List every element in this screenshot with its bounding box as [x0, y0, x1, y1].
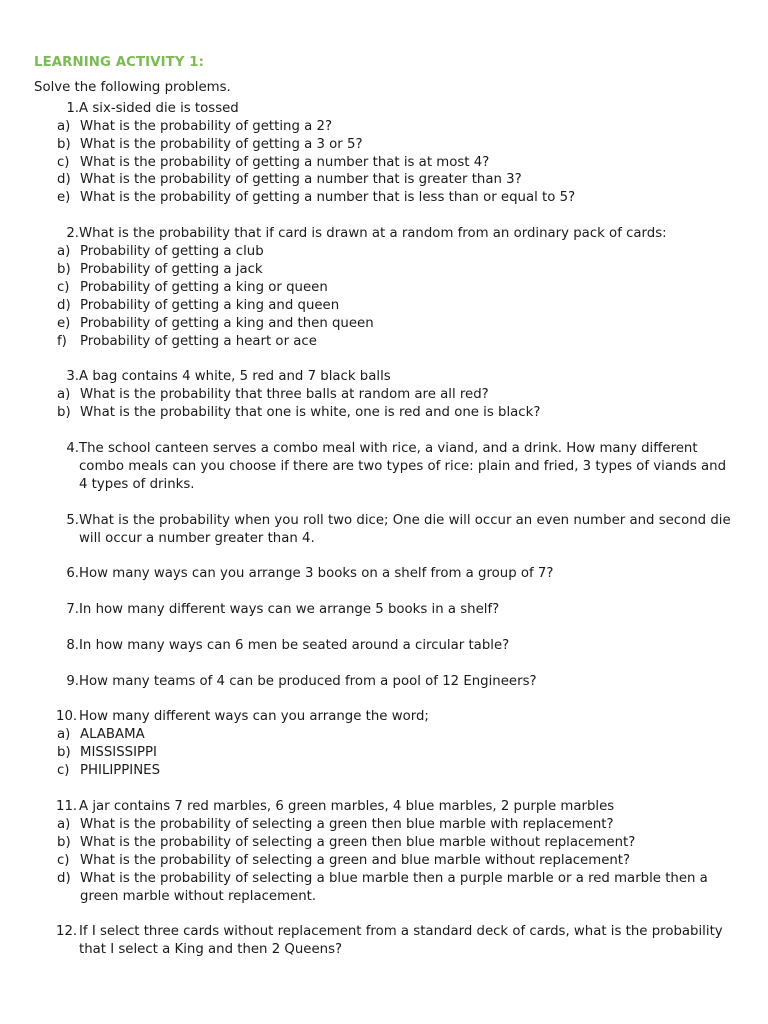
problem-item [34, 708, 732, 780]
sub-question-label: b) [57, 136, 71, 152]
sub-question-text: Probability of getting a king or queen [80, 279, 328, 295]
problem-list [34, 100, 732, 959]
sub-question-label: e) [57, 190, 71, 206]
problem-body [57, 368, 732, 422]
problem-item [34, 923, 732, 959]
sub-question-list [57, 118, 732, 208]
problem-question: The school canteen serves a combo meal with rice, a viand, and a drink. How many different combo meals can you choose if there are two types of rice: plain and fried, 3 types of viands and 4 types of drinks. [79, 440, 727, 492]
problem-number: 5. [66, 512, 79, 528]
sub-question-label: a) [57, 118, 71, 134]
sub-question-label: f) [57, 333, 67, 349]
sub-question [57, 834, 732, 852]
sub-question [57, 297, 732, 315]
sub-question-label: b) [57, 261, 71, 277]
sub-question-text: What is the probability that three balls at random are all red? [80, 387, 489, 403]
sub-question-label: b) [57, 834, 71, 850]
sub-question-text: What is the probability of selecting a green then blue marble with replacement? [80, 816, 614, 832]
problem-number: 8. [66, 637, 79, 653]
sub-question-label: a) [57, 727, 71, 743]
sub-question [57, 189, 732, 207]
sub-question-text: What is the probability of getting a 3 or 5? [80, 136, 363, 152]
problem-body [79, 565, 732, 583]
sub-question [57, 762, 732, 780]
problem-body [79, 440, 732, 494]
problem-number: 9. [66, 673, 79, 689]
sub-question-label: c) [57, 154, 70, 170]
problem-body [57, 100, 732, 207]
sub-question-text: Probability of getting a jack [80, 261, 263, 277]
sub-question [57, 726, 732, 744]
sub-question [57, 279, 732, 297]
problem-body [79, 601, 732, 619]
sub-question-text: What is the probability that one is white, one is red and one is black? [80, 405, 541, 421]
sub-question-list [57, 243, 732, 350]
sub-question [57, 261, 732, 279]
problem-body [79, 673, 732, 691]
sub-question [57, 816, 732, 834]
sub-question-text: PHILIPPINES [80, 763, 161, 779]
problem-number: 7. [66, 602, 79, 618]
problem-body [79, 637, 732, 655]
problem-question: In how many different ways can we arrange 5 books in a shelf? [79, 602, 500, 618]
problem-item [34, 601, 732, 619]
sub-question-text: What is the probability of getting a number that is greater than 3? [80, 172, 522, 188]
sub-question-label: c) [57, 279, 70, 295]
problem-question: What is the probability that if card is drawn at a random from an ordinary pack of cards: [79, 226, 667, 242]
problem-question: A bag contains 4 white, 5 red and 7 black balls [79, 369, 391, 385]
problem-item [34, 440, 732, 494]
problem-number: 4. [66, 440, 79, 456]
sub-question-text: Probability of getting a heart or ace [80, 333, 317, 349]
problem-number: 1. [66, 100, 79, 116]
sub-question-list [57, 726, 732, 780]
problem-question: A six-sided die is tossed [79, 100, 239, 116]
sub-question [57, 744, 732, 762]
sub-question [57, 154, 732, 172]
problem-question: How many different ways can you arrange the word; [79, 709, 429, 725]
problem-question: How many teams of 4 can be produced from a pool of 12 Engineers? [79, 673, 537, 689]
sub-question-text: What is the probability of selecting a green and blue marble without replacement? [80, 852, 631, 868]
sub-question-text: MISSISSIPPI [80, 745, 157, 761]
sub-question-label: e) [57, 315, 71, 331]
sub-question-label: a) [57, 244, 71, 260]
problem-question: How many ways can you arrange 3 books on a shelf from a group of 7? [79, 566, 554, 582]
problem-number: 2. [66, 226, 79, 242]
sub-question [57, 404, 732, 422]
problem-question: If I select three cards without replacement from a standard deck of cards, what is the probability that I select a King and then 2 Queens? [79, 924, 723, 958]
sub-question [57, 333, 732, 351]
sub-question-label: a) [57, 387, 71, 403]
problem-question: In how many ways can 6 men be seated around a circular table? [79, 637, 510, 653]
sub-question-text: Probability of getting a club [80, 244, 264, 260]
sub-question-label: d) [57, 172, 71, 188]
problem-item [34, 512, 732, 548]
sub-question-text: What is the probability of getting a number that is at most 4? [80, 154, 490, 170]
sub-question [57, 171, 732, 189]
sub-question-text: Probability of getting a king and then queen [80, 315, 374, 331]
sub-question-label: a) [57, 816, 71, 832]
activity-heading: LEARNING ACTIVITY 1: [34, 55, 205, 70]
sub-question-label: c) [57, 763, 70, 779]
sub-question-label: b) [57, 405, 71, 421]
sub-question [57, 136, 732, 154]
problem-item [34, 368, 732, 422]
sub-question [57, 870, 732, 906]
problem-item [34, 637, 732, 655]
sub-question-list [57, 816, 732, 906]
problem-body [57, 225, 732, 350]
problem-item [34, 225, 732, 350]
problem-body [79, 923, 732, 959]
problem-number: 12. [56, 924, 78, 940]
sub-question-label: b) [57, 745, 71, 761]
sub-question-text: What is the probability of selecting a green then blue marble without replacement? [80, 834, 636, 850]
sub-question-label: d) [57, 870, 71, 886]
sub-question-label: d) [57, 297, 71, 313]
problem-question: What is the probability when you roll two dice; One die will occur an even number and second die will occur a number greater than 4. [79, 512, 731, 546]
problem-number: 10. [56, 709, 78, 725]
sub-question-list [57, 386, 732, 422]
problem-item [34, 798, 732, 905]
sub-question [57, 315, 732, 333]
sub-question [57, 243, 732, 261]
problem-body [79, 512, 732, 548]
problem-question: A jar contains 7 red marbles, 6 green marbles, 4 blue marbles, 2 purple marbles [79, 799, 615, 814]
sub-question [57, 852, 732, 870]
problem-item [34, 673, 732, 691]
sub-question-text: What is the probability of selecting a blue marble then a purple marble or a red marble then a green marble without replacement. [80, 870, 708, 904]
sub-question-text: What is the probability of getting a number that is less than or equal to 5? [80, 190, 576, 206]
problem-item [34, 100, 732, 207]
sub-question [57, 386, 732, 404]
problem-item [34, 565, 732, 583]
sub-question-text: ALABAMA [80, 727, 145, 743]
sub-question-label: c) [57, 852, 70, 868]
instructions-text: Solve the following problems. [34, 79, 231, 95]
problem-number: 11. [56, 799, 78, 814]
sub-question-text: What is the probability of getting a 2? [80, 118, 333, 134]
problem-number: 6. [66, 566, 79, 582]
problem-number: 3. [66, 369, 79, 385]
sub-question [57, 118, 732, 136]
sub-question-text: Probability of getting a king and queen [80, 297, 340, 313]
